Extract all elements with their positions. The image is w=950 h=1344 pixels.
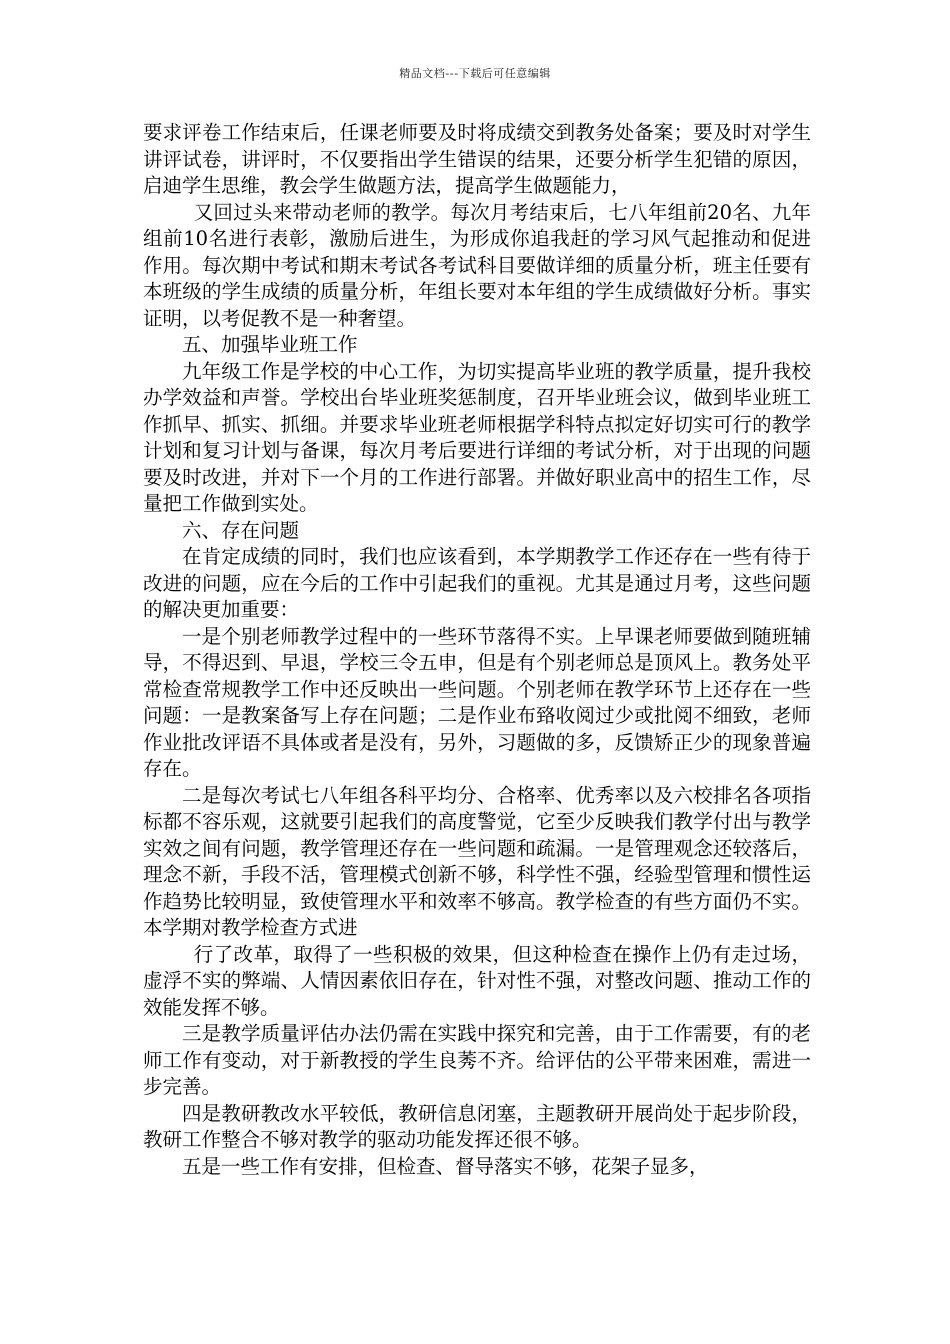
paragraph-6: 二是每次考试七八年组各科平均分、合格率、优秀率以及六校排名各项指标都不容乐观，这就要引起我们的高度警觉，它至少反映我们教学付出与教学实效之间有问题，教学管理还存在一些问题和疏漏。一是管理观念还较落后，理念不新，手段不活，管理模式创新不够，科学性不强，经验型管理和惯性运作趋势比较明显，致使管理水平和效率不够高。教学检查的有些方面仍不实。本学期对教学检查方式进 [143, 783, 811, 939]
paragraph-1: 要求评卷工作结束后，任课老师要及时将成绩交到教务处备案；要及时对学生讲评试卷，讲评时，不仅要指出学生错误的结果，还要分析学生犯错的原因，启迪学生思维，教会学生做题方法，提高学生做题能力， [143, 121, 811, 197]
paragraph-7: 行了改革，取得了一些积极的效果，但这种检查在操作上仍有走过场，虚浮不实的弊端、人情因素依旧存在，针对性不强，对整改问题、推动工作的效能发挥不够。 [143, 942, 811, 1019]
paragraph-8: 三是教学质量评估办法仍需在实践中探究和完善，由于工作需要，有的老师工作有变动，对于新教授的学生良莠不齐。给评估的公平带来困难，需进一步完善。 [143, 1022, 811, 1098]
paragraph-10: 五是一些工作有安排，但检查、督导落实不够，花架子显多， [182, 1154, 709, 1178]
paragraph-4: 在肯定成绩的同时，我们也应该看到，本学期教学工作还存在一些有待于改进的问题，应在今后的工作中引起我们的重视。尤其是通过月考，这些问题的解决更加重要： [143, 545, 811, 621]
section-heading-6: 六、存在问题 [182, 518, 300, 542]
paragraph-9: 四是教研教改水平较低，教研信息闭塞，主题教研开展尚处于起步阶段，教研工作整合不够对教学的驱动功能发挥还很不够。 [143, 1101, 811, 1151]
section-heading-5: 五、加强毕业班工作 [182, 333, 358, 356]
paragraph-5: 一是个别老师教学过程中的一些环节落得不实。上早课老师要做到随班辅导，不得迟到、早退，学校三令五申，但是有个别老师总是顶风上。教务处平常检查常规教学工作中还反映出一些问题。个别老师在教学环节上还存在一些问题：一是教案备写上存在问题；二是作业布臵收阅过少或批阅不细致，老师作业批改评语不具体或者是没有，另外，习题做的多，反馈矫正少的现象普遍存在。 [143, 624, 811, 780]
document-body [143, 120, 811, 1180]
page-header: 精品文档---下载后可任意编辑 [399, 67, 551, 80]
paragraph-2: 又回过头来带动老师的教学。每次月考结束后，七八年组前20名、九年组前10名进行表彰，激励后进生，为形成你追我赶的学习风气起推动和促进作用。每次期中考试和期末考试各考试科目要做详细的质量分析，班主任要有本班级的学生成绩的质量分析，年组长要对本年组的学生成绩做好分析。事实证明，以考促教不是一种奢望。 [143, 200, 811, 330]
paragraph-3: 九年级工作是学校的中心工作，为切实提高毕业班的教学质量，提升我校办学效益和声誉。学校出台毕业班奖惩制度，召开毕业班会议，做到毕业班工作抓早、抓实、抓细。并要求毕业班老师根据学科特点拟定好切实可行的教学计划和复习计划与备课，每次月考后要进行详细的考试分析，对于出现的问题要及时改进，并对下一个月的工作进行部署。并做好职业高中的招生工作，尽量把工作做到实处。 [143, 359, 811, 515]
